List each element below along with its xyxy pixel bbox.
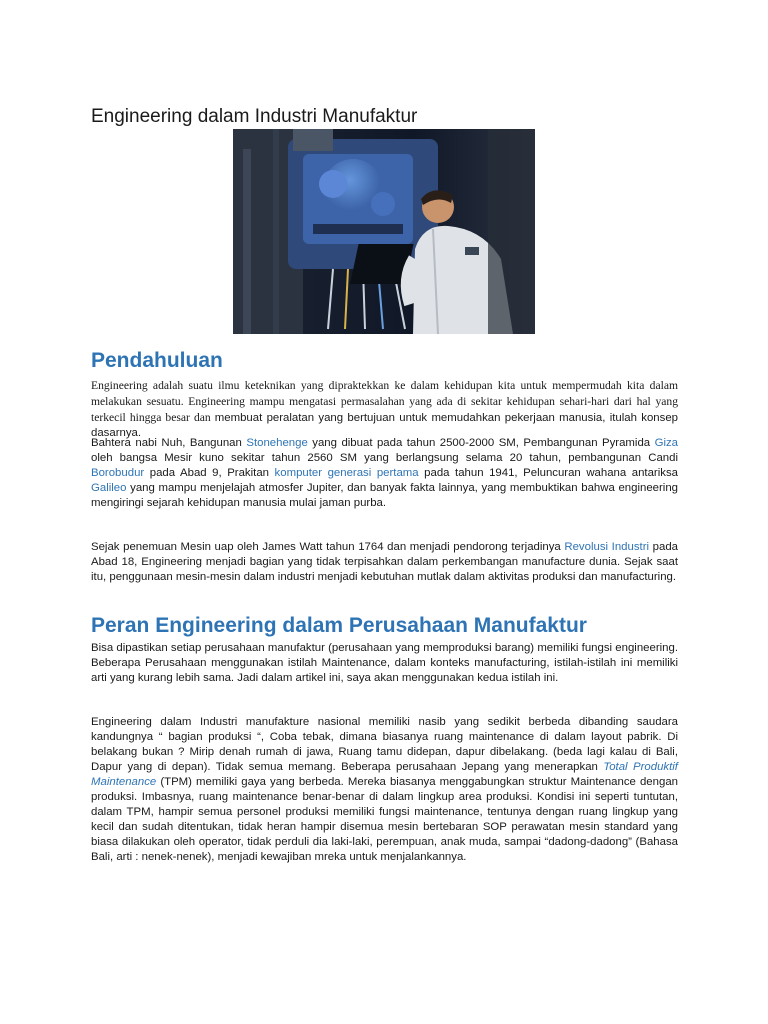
link-stonehenge[interactable]: Stonehenge [246,437,308,449]
paragraph-maintenance [91,715,678,865]
section-heading-pendahuluan: Pendahuluan [91,349,223,372]
text: Sejak penemuan Mesin uap oleh James Watt tahun 1764 dan menjadi pendorong terjadinya [91,541,565,553]
text: Bahtera nabi Nuh, Bangunan [91,437,247,449]
paragraph-intro-sans: membuat peralatan yang bertujuan untuk memudahkan pekerjaan manusia, itulah konsep dasarnya. [91,412,678,439]
section-heading-peran-engineering: Peran Engineering dalam Perusahaan Manufaktur [91,614,587,637]
paragraph-engineering-function: Bisa dipastikan setiap perusahaan manufaktur (perusahaan yang memproduksi barang) memiliki fungsi engineering. Beberapa Perusahaan menggunakan istilah Maintenance, dalam konteks manufacturing, istilah-istilah ini memiliki arti yang kurang lebih sama. Jadi dalam artikel ini, saya akan menggunakan kedua istilah ini. [91,642,678,684]
engineer-with-machine-photo [233,129,535,334]
link-total-produktif-maintenance[interactable]: Total Produktif Maintenance [91,761,678,788]
link-galileo[interactable]: Galileo [91,482,127,494]
paragraph-intro-serif: Engineering adalah suatu ilmu keteknikan yang dipraktekkan ke dalam kehidupan kita untuk mempermudah kita dalam melakukan sesuatu. Engineering mampu mengatasi permasalahan yang ada di sekitar kehidupan sehari-hari dari hal yang terkecil hingga besar dan [91,379,678,424]
text: (TPM) memiliki gaya yang berbeda. Mereka biasanya menggabungkan struktur Maintenance dengan produksi. Imbasnya, ruang maintenance benar-benar di dalam lingkup area produksi. Kondisi ini seperti tuntutan, dalam TPM, hampir semua personel produksi memiliki fungsi maintenance, tentunya dengan ruang lingkup yang kecil dan sudah ditentukan, tidak heran hampir disemua mesin bertebaran SOP perawatan mesin standard yang biasa dilakukan oleh operator, tidak perduli dia laki-laki, perempuan, anak muda, sampai “dadong-dadong” (Bahasa Bali, arti : nenek-nenek), menjadi kewajiban mreka untuk menjalankannya. [91,776,678,863]
link-revolusi-industri[interactable]: Revolusi Industri [564,541,650,553]
text: Engineering dalam Industri manufakture nasional memiliki nasib yang sedikit berbeda dibanding saudara kandungnya “ bagian produksi “, Coba tebak, dimana biasanya ruang maintenance di dalam layout pabrik. Di belakang bukan ? Mirip denah rumah di jawa, Ruang tamu didepan, dapur dibelakang. (beda lagi kalau di Bali, Dapur yang di depan). Tidak semua memang. Beberapa perusahaan Jepang yang menerapkan [91,716,678,773]
page-title: Engineering dalam Industri Manufaktur [91,106,418,127]
text: pada Abad 9, Prakitan [144,467,275,479]
text: yang mampu menjelajah atmosfer Jupiter, dan banyak fakta lainnya, yang membuktikan bahwa engineering mengiringi sejarah kehidupan manusia mulai jaman purba. [91,482,678,509]
link-borobudur[interactable]: Borobudur [91,467,145,479]
paragraph-steam-engine [91,540,678,585]
text: pada Abad 18, Engineering menjadi bagian yang tidak terpisahkan dalam perkembangan manufacture dunia. Sejak saat itu, penggunaan mesin-mesin dalam industri menjadi kebutuhan mutlak dalam aktivitas produksi dan manufacturing. [91,541,678,583]
link-komputer-generasi-pertama[interactable]: komputer generasi pertama [274,467,419,479]
paragraph-history [91,436,678,511]
text: oleh bangsa Mesir kuno sekitar tahun 2560 SM yang berlangsung selama 20 tahun, pembangunan Candi [91,452,678,464]
text: yang dibuat pada tahun 2500-2000 SM, Pembangunan Pyramida [307,437,655,449]
text: pada tahun 1941, Peluncuran wahana antariksa [418,467,678,479]
paragraph-intro [91,378,678,441]
link-giza[interactable]: Giza [654,437,679,449]
